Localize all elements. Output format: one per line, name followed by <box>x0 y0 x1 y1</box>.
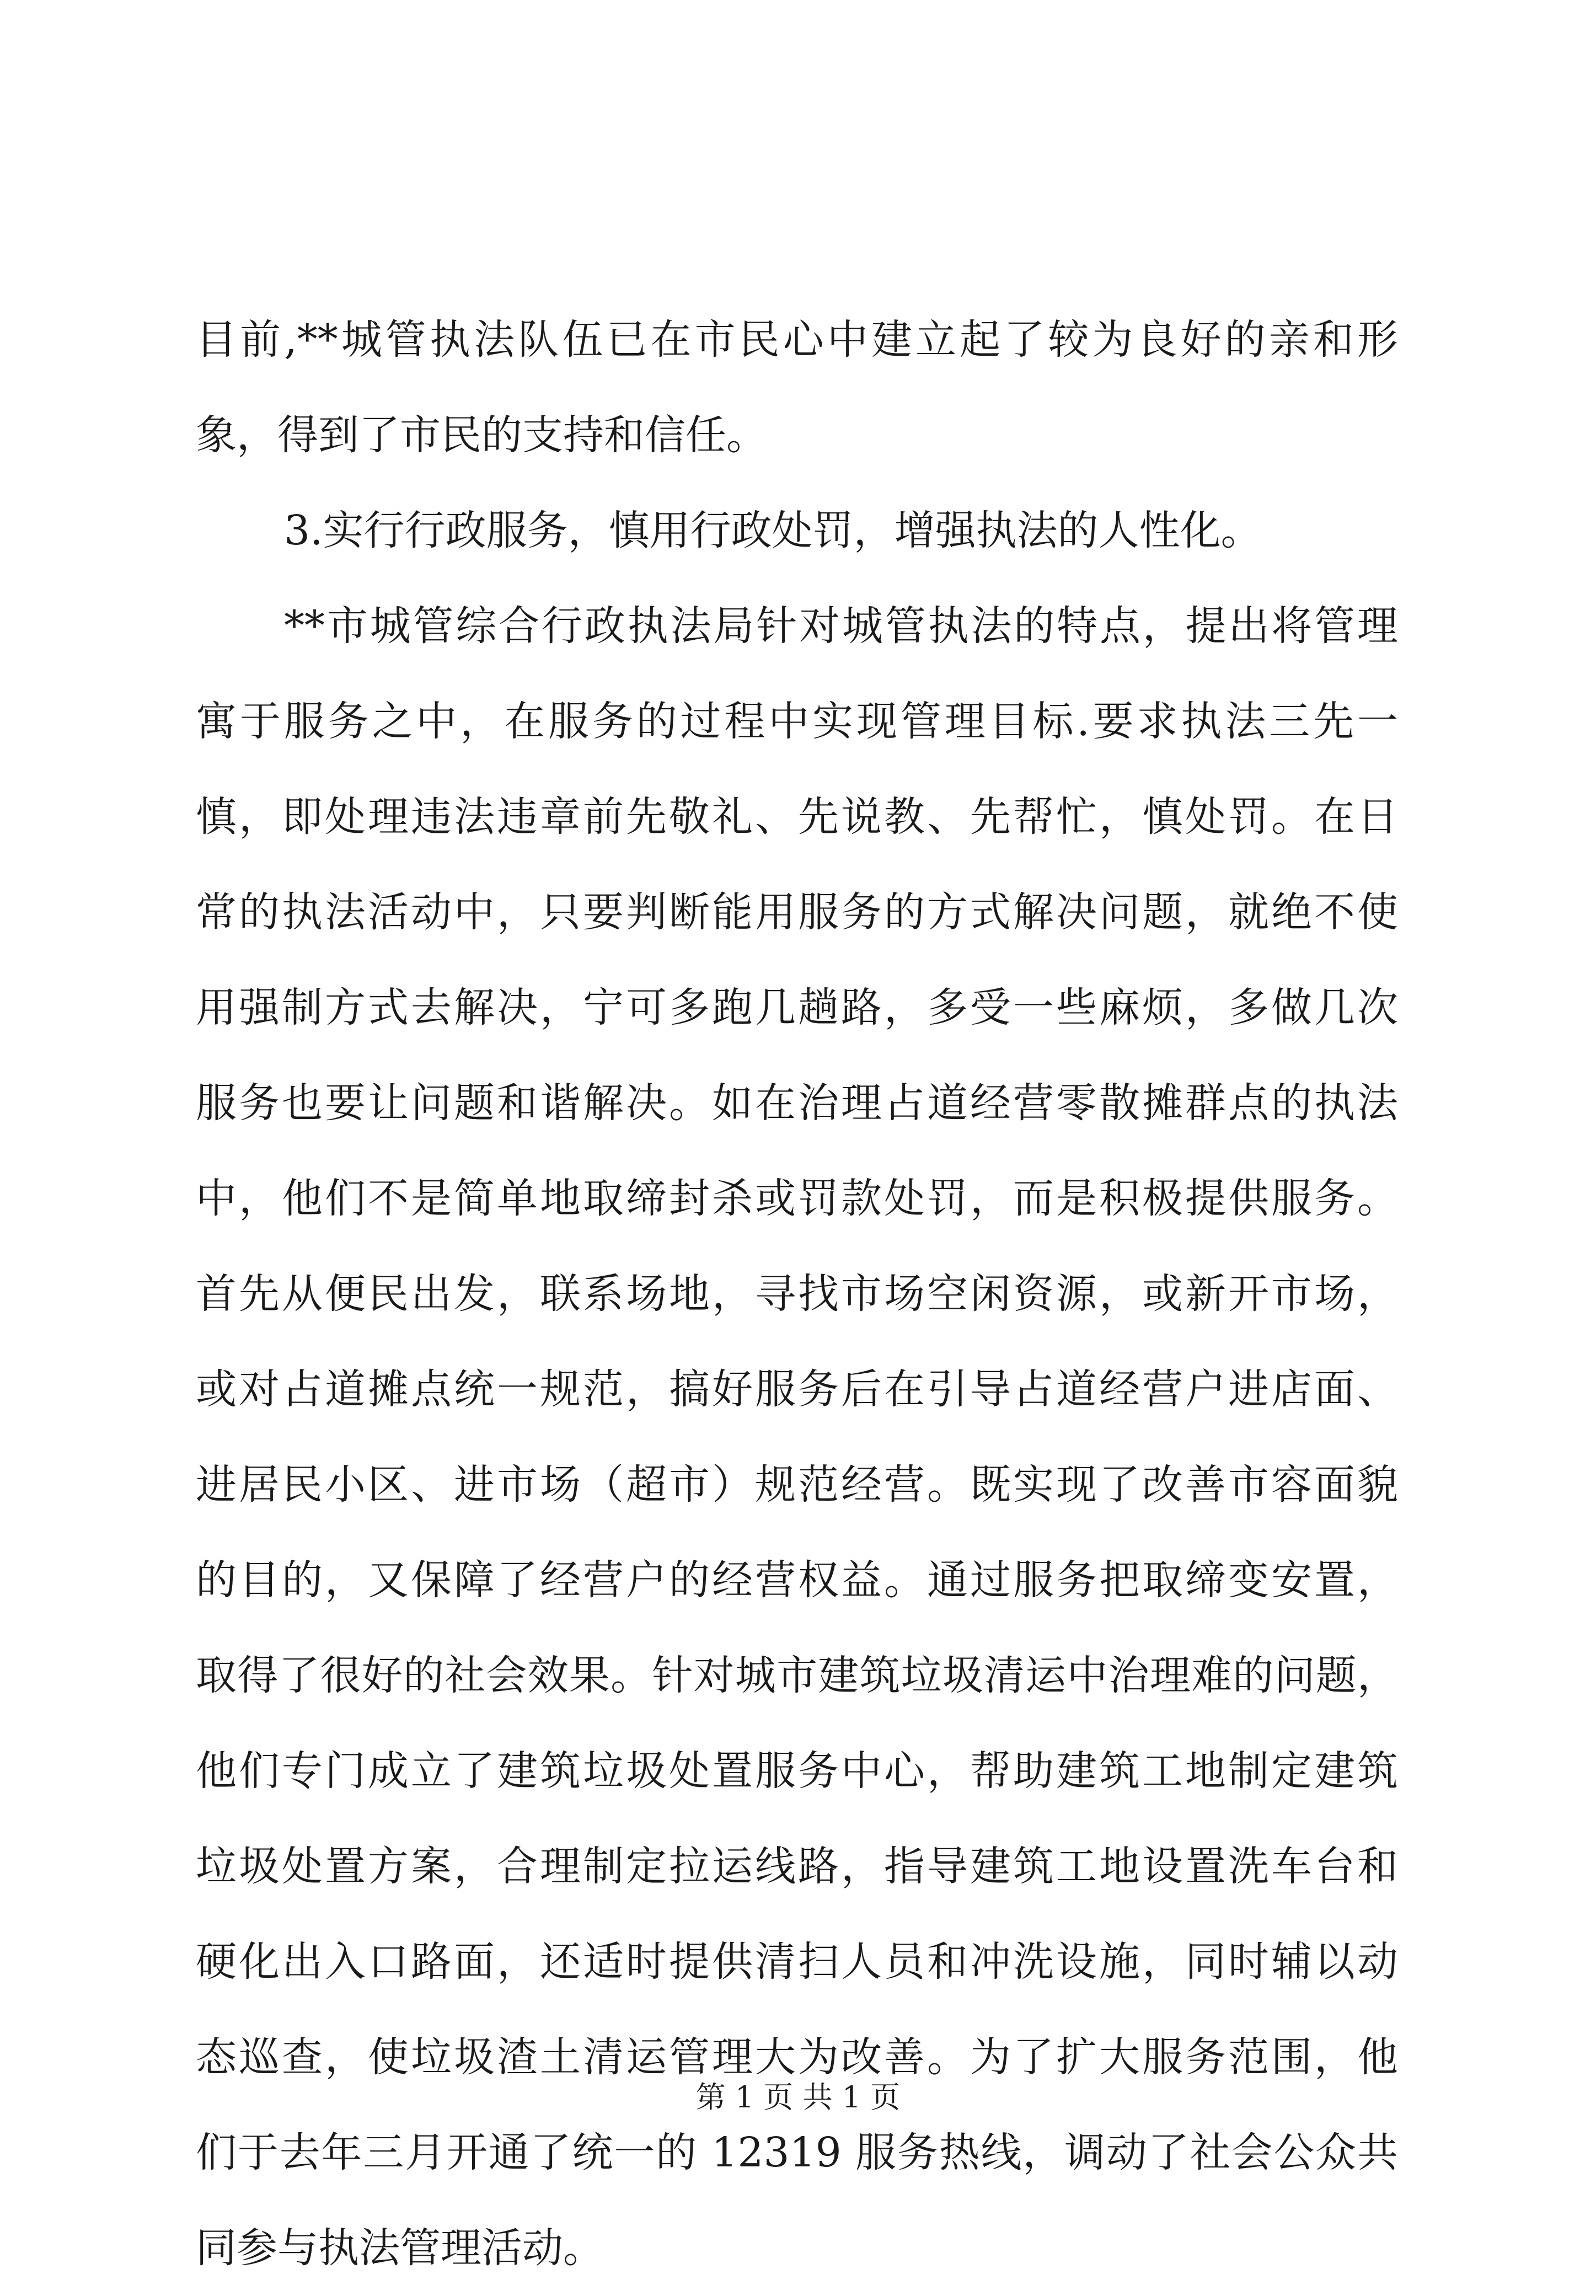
text-line: 取得了很好的社会效果。针对城市建筑垃圾清运中治理难的问题， <box>196 1652 1398 1699</box>
text-line: 他们专门成立了建筑垃圾处置服务中心，帮助建筑工地制定建筑 <box>196 1747 1398 1795</box>
text-line: 垃圾处置方案，合理制定拉运线路，指导建筑工地设置洗车台和 <box>196 1843 1398 1890</box>
text-line: 服务也要让问题和谐解决。如在治理占道经营零散摊群点的执法 <box>196 1079 1398 1127</box>
text-line: 象，得到了市民的支持和信任。 <box>196 411 767 459</box>
section-heading: 3.实行行政服务，慎用行政处罚，增强执法的人性化。 <box>284 507 1262 554</box>
text-line: 们于去年三月开通了统一的 12319 服务热线，调动了社会公众共 <box>196 2129 1398 2176</box>
text-line: 慎，即处理违法违章前先敬礼、先说教、先帮忙，慎处罚。在日 <box>196 793 1398 841</box>
text-line: **市城管综合行政执法局针对城管执法的特点，提出将管理 <box>284 602 1398 650</box>
text-line: 硬化出入口路面，还适时提供清扫人员和冲洗设施，同时辅以动 <box>196 1938 1398 1985</box>
page-number-footer: 第 1 页 共 1 页 <box>695 2080 901 2115</box>
text-line: 首先从便民出发，联系场地，寻找市场空闲资源，或新开市场， <box>196 1270 1398 1318</box>
text-line: 中，他们不是简单地取缔封杀或罚款处罚，而是积极提供服务。 <box>196 1175 1398 1222</box>
text-line: 用强制方式去解决，宁可多跑几趟路，多受一些麻烦，多做几次 <box>196 984 1398 1031</box>
text-line: 寓于服务之中，在服务的过程中实现管理目标.要求执法三先一 <box>196 698 1398 745</box>
text-line: 的目的，又保障了经营户的经营权益。通过服务把取缔变安置， <box>196 1556 1398 1604</box>
text-line: 进居民小区、进市场（超市）规范经营。既实现了改善市容面貌 <box>196 1461 1398 1508</box>
text-line: 或对占道摊点统一规范，搞好服务后在引导占道经营户进店面、 <box>196 1366 1398 1413</box>
text-line: 常的执法活动中，只要判断能用服务的方式解决问题，就绝不使 <box>196 889 1398 936</box>
text-line: 同参与执法管理活动。 <box>196 2224 604 2272</box>
text-line: 态巡查，使垃圾渣土清运管理大为改善。为了扩大服务范围，他 <box>196 2033 1398 2081</box>
body-text <box>196 292 1398 2296</box>
text-line: 目前,**城管执法队伍已在市民心中建立起了较为良好的亲和形 <box>196 316 1398 363</box>
